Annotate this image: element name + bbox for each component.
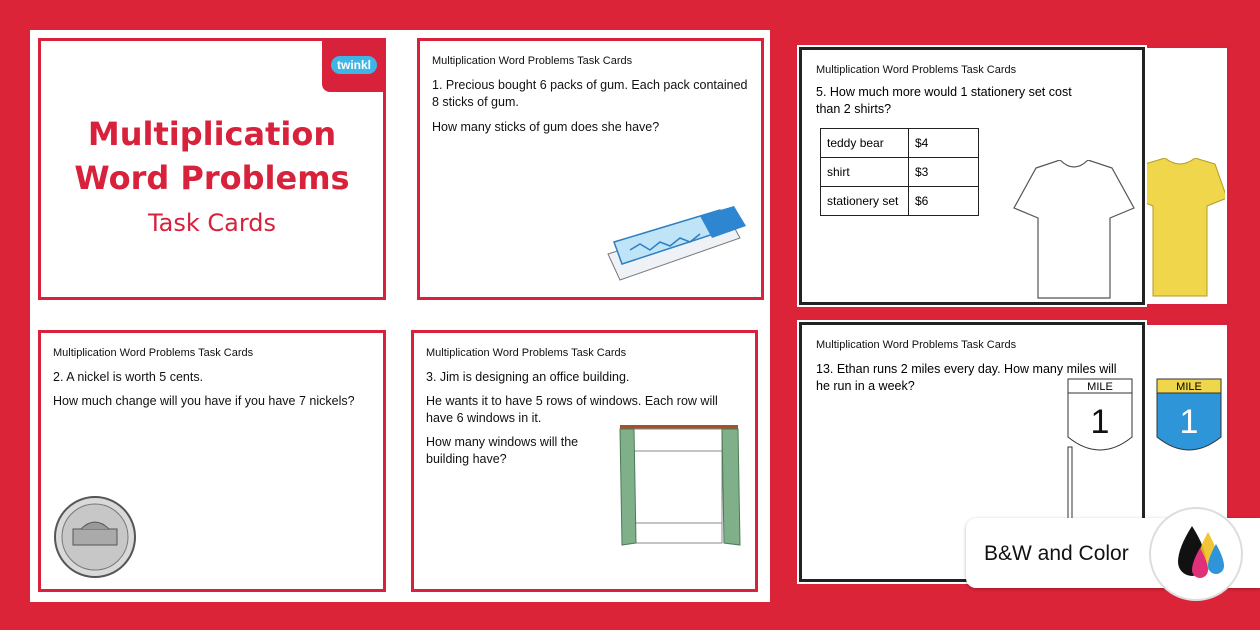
card-header: Multiplication Word Problems Task Cards [426, 347, 627, 359]
badge-label: B&W and Color [984, 542, 1129, 565]
card-prompt: How much change will you have if you have 7 nickels? [53, 394, 355, 408]
card-question: 2. A nickel is worth 5 cents. [53, 370, 204, 384]
table-cell-item: shirt [821, 158, 909, 187]
card-header: Multiplication Word Problems Task Cards [53, 347, 254, 359]
card-question: 5. How much more would 1 stationery set cost than 2 shirts? [816, 85, 1072, 116]
sign-label: MILE [1176, 381, 1202, 393]
table-row [821, 158, 979, 187]
sign-number: 1 [1090, 403, 1110, 441]
logo-text: twinkl [331, 56, 377, 74]
card-header: Multiplication Word Problems Task Cards [432, 55, 633, 67]
card-prompt: How many windows will the building have? [426, 435, 579, 466]
sign-number: 1 [1179, 403, 1199, 441]
card-header: Multiplication Word Problems Task Cards [816, 64, 1017, 76]
cover-title-line1: Multiplication [87, 115, 337, 153]
card-question: 3. Jim is designing an office building. [426, 370, 630, 384]
task-card-1 [417, 38, 764, 300]
table-cell-item: teddy bear [821, 129, 909, 158]
table-cell-price: $6 [909, 187, 979, 216]
table-cell-item: stationery set [821, 187, 909, 216]
task-card-2 [38, 330, 386, 592]
cover-subtitle: Task Cards [147, 209, 277, 237]
tshirt-icon [996, 160, 1146, 300]
card-detail: He wants it to have 5 rows of windows. Each row will have 6 windows in it. [426, 394, 718, 425]
price-table [820, 128, 979, 216]
mile-marker-icon [1064, 377, 1136, 527]
task-card-sheet [30, 30, 770, 602]
card-question: 1. Precious bought 6 packs of gum. Each pack contained 8 sticks of gum. [432, 78, 748, 109]
table-row [821, 129, 979, 158]
card-prompt: How many sticks of gum does she have? [432, 120, 660, 134]
color-mile-marker-icon [1153, 377, 1225, 467]
card-question: 13. Ethan runs 2 miles every day. How many miles will he run in a week? [816, 362, 1117, 393]
cover-title-line2: Word Problems [74, 159, 350, 197]
bw-color-badge [966, 518, 1260, 588]
twinkl-logo [322, 38, 386, 92]
table-cell-price: $3 [909, 158, 979, 187]
card-header: Multiplication Word Problems Task Cards [816, 339, 1017, 351]
cover-card [38, 38, 386, 300]
gum-icon [600, 206, 750, 286]
window-icon [614, 423, 744, 551]
table-row [821, 187, 979, 216]
sign-label: MILE [1087, 381, 1113, 393]
table-cell-price: $4 [909, 129, 979, 158]
task-card-5 [799, 47, 1145, 305]
ink-drops-icon [1146, 504, 1246, 604]
nickel-coin-icon [53, 495, 137, 579]
task-card-3 [411, 330, 758, 592]
